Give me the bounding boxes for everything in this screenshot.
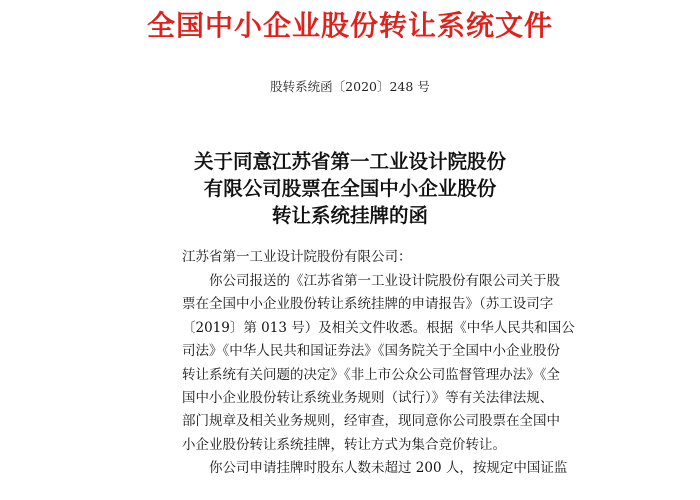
letter-title-line: 有限公司股票在全国中小企业股份 (203, 177, 497, 200)
paragraph-line: 票在全国中小企业股份转让系统挂牌的申请报告》（苏工设司字 (182, 296, 554, 313)
letter-title (0, 148, 700, 229)
letter-title-line: 转让系统挂牌的函 (271, 204, 428, 227)
letter-title-line: 关于同意江苏省第一工业设计院股份 (193, 150, 506, 173)
paragraph-line: 转让系统有关问题的决定》《非上市公众公司监督管理办法》《全 (182, 366, 560, 383)
paragraph-line: 你公司申请挂牌时股东人数未超过 200 人，按规定中国证监 (209, 460, 568, 477)
paragraph-line: 国中小企业股份转让系统业务规则（试行）》等有关法律法规、 (182, 390, 554, 407)
issuer-header-title: 全国中小企业股份转让系统文件 (146, 9, 553, 42)
letter-body (182, 270, 575, 481)
paragraph-line: 小企业股份转让系统挂牌，转让方式为集合竞价转让。 (182, 436, 506, 453)
document-number: 股转系统函〔2020〕248 号 (270, 79, 430, 94)
paragraph-line: 〔2019〕第 013 号）及相关文件收悉。根据《中华人民共和国公 (182, 319, 575, 336)
paragraph-line: 部门规章及相关业务规则，经审查，现同意你公司股票在全国中 (182, 413, 560, 430)
paragraph-line: 司法》《中华人民共和国证券法》《国务院关于全国中小企业股份 (182, 343, 560, 360)
salutation: 江苏省第一工业设计院股份有限公司： (182, 249, 412, 265)
paragraph-line: 你公司报送的《江苏省第一工业设计院股份有限公司关于股 (209, 273, 560, 289)
